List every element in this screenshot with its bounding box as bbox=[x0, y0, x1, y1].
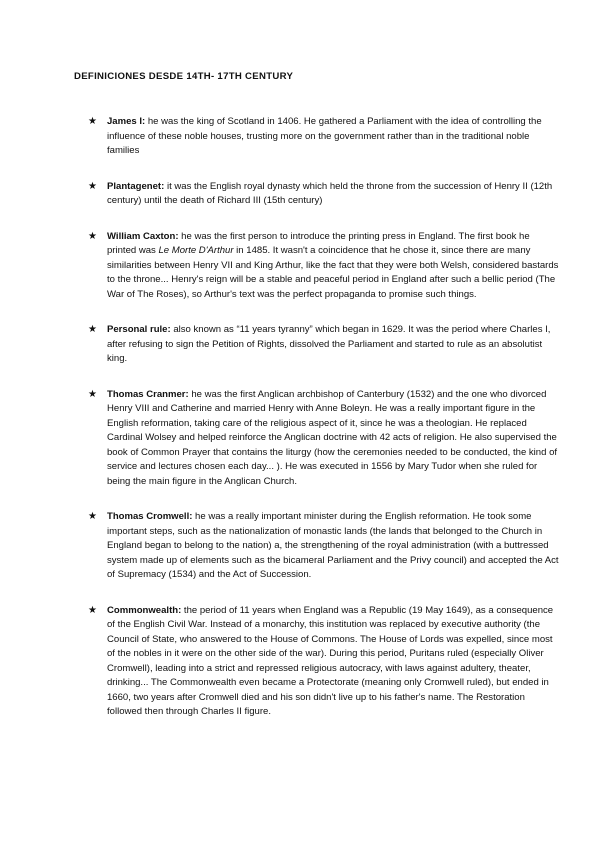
term: James I: bbox=[107, 116, 146, 127]
definition: he was the first Anglican archbishop of Canterbury (1532) and the one who divorced Henry VIII and Catherine and married Henry with Anne Boleyn. He was a really important figure in the English reformation, taking care of the religious aspect of it, since he was a theologian. He replaced Cardinal Wolsey and helped reinforce the Anglican doctrine with 42 acts of religion. He also supervised the book of Common Prayer that contains the liturgy (how the ceremonies needed to be conducted, the kind of service and lectures chosen each day... ). He was executed in 1556 by Mary Tudor when she ruled for being the main figure in the Anglican Church. bbox=[107, 388, 558, 487]
star-icon: ★ bbox=[88, 230, 97, 242]
list-item-commonwealth bbox=[74, 604, 559, 720]
list-item-james-i bbox=[74, 115, 559, 159]
term: Thomas Cromwell: bbox=[107, 511, 193, 522]
list-item-thomas-cranmer bbox=[74, 388, 559, 490]
definition-part: in 1485. It wasn't a coincidence that he chose it, since there are many similarities between Henry VII and King Arthur, like the fact that they were both Welsh, considered bastards to the throne... Henry's reign will be a stable and peaceful period in England after such a bellic period (The War of The Roses), so Arthur's text was the perfect propaganda to promise such things. bbox=[107, 245, 559, 300]
term: Commonwealth: bbox=[107, 604, 182, 616]
definition: the period of 11 years when England was a Republic (19 May 1649), as a consequence of the English Civil War. Instead of a monarchy, this institution was replaced by executive authority (the Council of State, who answered to the House of Commons. The House of Lords was expelled, since most of the nobles in it were on the other side of the war). During this period, Puritans ruled (especially Oliver Cromwell), leading into a strict and repressed religious autocracy, with laws against adultery, theater, drinking... The Commonwealth even became a Protectorate (meaning only Cromwell ruled), but ended in 1660, two years after Cromwell died and his son didn't live up to his father's name. The Restoration followed then through Charles II figure. bbox=[107, 604, 554, 717]
definition: he was the king of Scotland in 1406. He gathered a Parliament with the idea of controlling the influence of these noble houses, trusting more on the government rather than in the traditional noble families bbox=[107, 116, 542, 156]
term: Thomas Cranmer: bbox=[107, 388, 189, 400]
definition-part: he was the first person to introduce the printing press in England. The first book he printed was bbox=[107, 230, 530, 256]
definition-list bbox=[74, 115, 560, 720]
page-title: DEFINICIONES DESDE 14TH- 17TH CENTURY bbox=[74, 71, 294, 82]
definition: he was a really important minister during the English reformation. He took some important steps, such as the nationalization of monastic lands (the lands that belonged to the Church in England began to belong to the nation) a, the strengthening of the royal administration (with a buttressed system made up of elements such as the bicameral Parliament and the Privy council) and accepted the Act of Supremacy (1534) and the Act of Succession. bbox=[107, 511, 559, 580]
star-icon: ★ bbox=[88, 180, 97, 192]
definition: also known as “11 years tyranny” which began in 1629. It was the period where Charles I, after refusing to sign the Petition of Rights, dissolved the Parliament and started to rule as an absolutist king. bbox=[107, 324, 551, 364]
term: William Caxton: bbox=[107, 230, 179, 242]
term: Plantagenet: bbox=[107, 180, 165, 192]
term: Personal rule: bbox=[107, 324, 171, 335]
star-icon: ★ bbox=[88, 116, 97, 127]
list-item-plantagenet bbox=[74, 180, 559, 209]
star-icon: ★ bbox=[88, 388, 97, 400]
book-title: Le Morte D'Arthur bbox=[158, 245, 234, 256]
definition: it was the English royal dynasty which held the throne from the succession of Henry II (12th century) until the death of Richard III (15th century) bbox=[107, 180, 553, 206]
star-icon: ★ bbox=[88, 511, 97, 522]
star-icon: ★ bbox=[88, 604, 97, 616]
list-item-personal-rule bbox=[74, 323, 559, 367]
star-icon: ★ bbox=[88, 324, 97, 335]
list-item-thomas-cromwell bbox=[74, 510, 559, 583]
list-item-william-caxton bbox=[74, 230, 559, 303]
